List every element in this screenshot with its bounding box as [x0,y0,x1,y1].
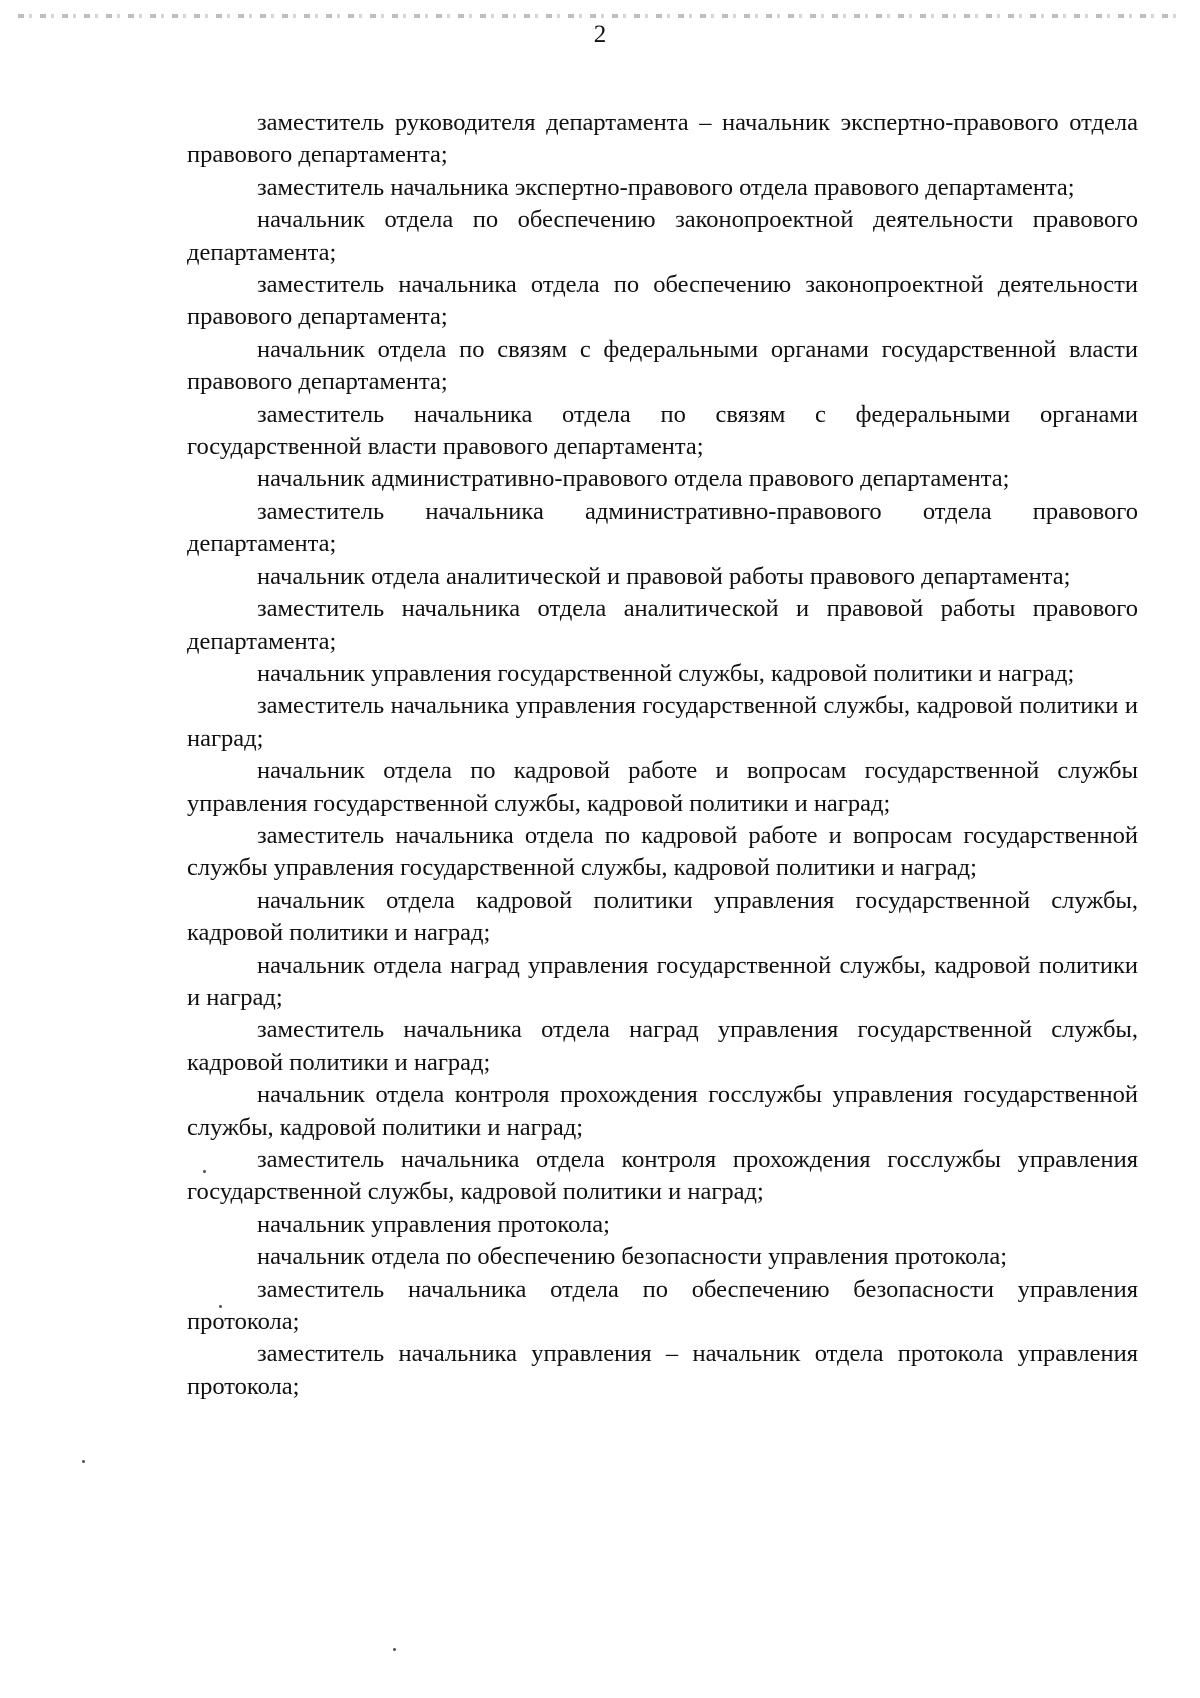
list-item: заместитель начальника отдела контроля прохождения госслужбы управления государственной службы, кадровой политики и наград; [187,1146,1138,1206]
list-item: начальник отдела по кадровой работе и вопросам государственной службы управления государственной службы, кадровой политики и наград; [187,757,1138,817]
page-number: 2 [593,21,607,48]
list-item: начальник административно-правового отдела правового департамента; [257,465,1010,493]
list-item: начальник отдела контроля прохождения госслужбы управления государственной службы, кадровой политики и наград; [187,1081,1138,1141]
list-item: заместитель начальника управления – начальник отдела протокола управления протокола; [187,1340,1138,1400]
list-item: заместитель начальника отдела по обеспечению законопроектной деятельности правового департамента; [187,271,1138,331]
list-item: заместитель начальника отдела наград управления государственной службы, кадровой политики и наград; [187,1016,1138,1076]
list-item: заместитель руководителя департамента – начальник экспертно-правового отдела правового департамента; [187,109,1138,169]
document-body [187,107,1138,1403]
scan-artifact-top-edge [18,14,1180,18]
list-item: заместитель начальника отдела по связям с федеральными органами государственной власти правового департамента; [187,400,1138,461]
list-item: начальник управления государственной службы, кадровой политики и наград; [257,659,1075,687]
scan-speck [219,1305,222,1308]
list-item: начальник отдела по обеспечению законопроектной деятельности правового департамента; [187,206,1138,266]
list-item: заместитель начальника отдела по обеспечению безопасности управления протокола; [187,1275,1138,1336]
list-item: начальник отдела по обеспечению безопасности управления протокола; [257,1243,1008,1271]
list-item: заместитель начальника экспертно-правового отдела правового департамента; [257,173,1075,201]
list-item: заместитель начальника отдела аналитической и правовой работы правового департамента; [187,595,1138,655]
list-item: начальник отдела кадровой политики управления государственной службы, кадровой политики и наград; [187,886,1138,947]
list-item: начальник отдела по связям с федеральными органами государственной власти правового департамента; [187,335,1138,396]
list-item: начальник отдела наград управления государственной службы, кадровой политики и наград; [187,951,1138,1011]
list-item: заместитель начальника административно-правового отдела правового департамента; [187,497,1138,558]
list-item: начальник отдела аналитической и правовой работы правового департамента; [257,562,1071,590]
list-item: начальник управления протокола; [257,1210,610,1238]
list-item: заместитель начальника отдела по кадровой работе и вопросам государственной службы управления государственной службы, кадровой политики и наград; [187,821,1138,882]
scan-speck [203,1170,206,1173]
scan-speck [82,1460,85,1463]
list-item: заместитель начальника управления государственной службы, кадровой политики и наград; [187,692,1138,752]
scan-speck [393,1648,396,1651]
